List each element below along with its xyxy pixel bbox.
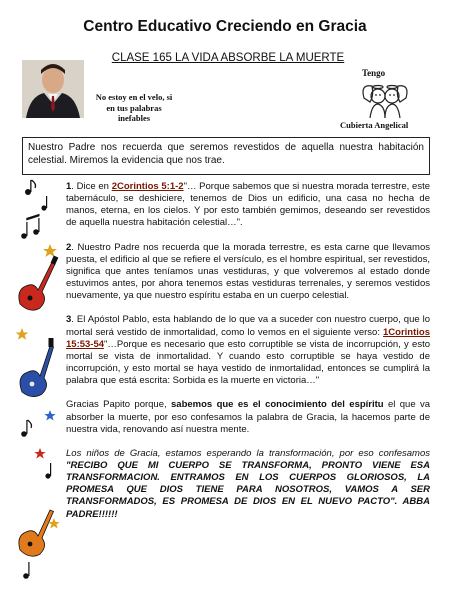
red-guitar-icon (19, 256, 59, 311)
angel-seal-illustration (358, 78, 412, 120)
music-note-icon (23, 562, 29, 579)
paragraph-5: Los niños de Gracia, estamos esperando la transformación, por eso confesamos "RECIBO QUE MI CUERPO SE TRANSFORMA, PRONTO VIENE ESA TRANSFORMACION. ENTRAMOS EN LOS CUERPOS GLORIOSOS, LA PROMESA QUE DIOS TIENE PARA NOSOTROS, VAMOS A SER TRANSFORMADOS, ES PROMESA DE DIOS EN EL NUEVO PACTO". ABBA PADRE!!!!!! (66, 447, 430, 520)
star-icon (44, 410, 55, 421)
blue-guitar-icon (20, 338, 54, 397)
class-subtitle: CLASE 165 LA VIDA ABSORBE LA MUERTE (111, 52, 345, 64)
music-note-icon (21, 420, 31, 437)
lesson-body (66, 181, 430, 521)
bible-reference: 1Corintios 15:53-54 (66, 326, 430, 350)
paragraph-3: 3. El Apóstol Pablo, esta hablando de lo que va a suceder con nuestro cuerpo, que lo mortal será vestido de inmortalidad, como lo vemos en el siguiente verso: 1Corintios 15:53-54"…Porque es necesario que esto corruptible se vista de incorrupción, y esto mortal se vista de inmortalidad. Y cuando esto corruptible se haya vestido de incorrupción, y esto mortal se haya vestido de inmortalidad, entonces se cumplirá la palabra que está escrita: Sorbida es la muerte en victoria…" (66, 314, 430, 387)
music-note-icon (25, 180, 36, 195)
star-icon (34, 448, 45, 459)
page-title: Centro Educativo Creciendo en Gracia (83, 18, 367, 35)
portrait-quote: No estoy en el velo, si en tus palabras inefables (95, 92, 173, 124)
seal-caption-top: Tengo (362, 68, 386, 78)
music-note-icon (41, 196, 47, 211)
music-note-icon (45, 463, 51, 479)
music-decoration-border (14, 178, 62, 588)
star-icon (16, 328, 29, 340)
star-icon (43, 244, 57, 257)
seal-caption-bottom: Cubierta Angelical (340, 120, 409, 130)
music-note-icon (21, 214, 39, 239)
bible-reference: 2Corintios 5:1-2 (111, 181, 184, 192)
paragraph-4: Gracias Papito porque, sabemos que es el conocimiento del espíritu el que va absorber la muerte, por eso confesamos la palabra de Gracia, la hacemos parte de nuestra vida, renovando así nuestra mente. (66, 399, 431, 435)
intro-box: Nuestro Padre nos recuerda que seremos revestidos de aquella nuestra habitación celestial. Miremos la evidencia que nos trae. (22, 137, 430, 175)
paragraph-2: 2. Nuestro Padre nos recuerda que la morada terrestre, es esta carne que llevamos puesta, el edificio al que se refiere el versículo, es el hombre espiritual, ser revestidos, significa que antes teníamos unas vestiduras, y que volveremos al estado donde estuvimos antes, por ahora tenemos estas vestiduras terrenales, y seremos vestidos nuevamente, ya que nuestro espíritu estaba en un cuerpo celestial. (66, 241, 430, 302)
paragraph-1: 1. Dice en 2Corintios 5:1-2"… Porque sabemos que si nuestra morada terrestre, este tabernáculo, se deshiciere, tenemos de Dios un edificio, una casa no hecha de manos, eterna, en los cielos. Y por esto también gemimos, deseando ser revestidos de aquella nuestra habitación celestial…". (66, 181, 430, 229)
orange-guitar-icon (19, 510, 54, 556)
